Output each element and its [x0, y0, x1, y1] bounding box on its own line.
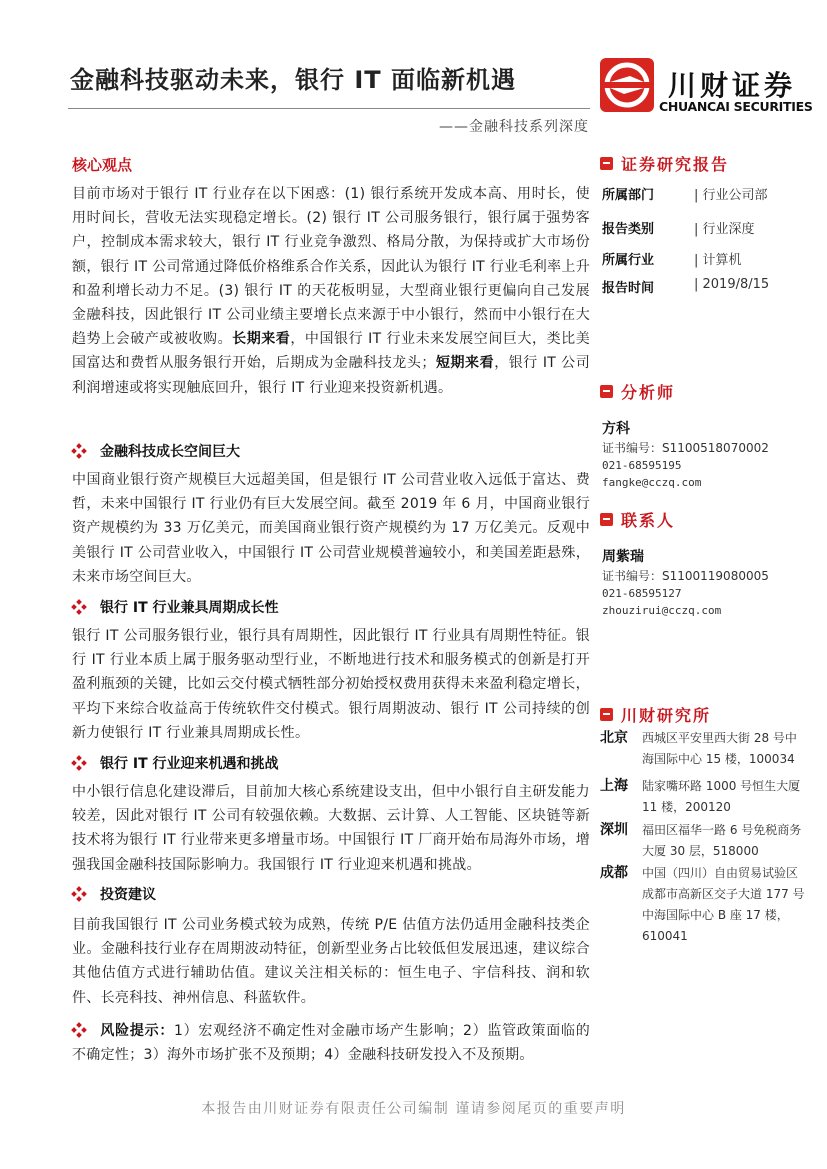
contact-name: 周紫瑞: [602, 549, 644, 565]
meta-value: | 行业公司部: [694, 184, 768, 203]
meta-row: [602, 249, 742, 268]
meta-key: 所属部门: [602, 188, 655, 203]
bold-segment: 长期来看: [232, 331, 291, 348]
institute-heading: [600, 703, 711, 726]
office-shenzhen: [600, 820, 805, 862]
section-heading-text: 投资建议: [100, 887, 156, 903]
brand-icon: [600, 385, 613, 398]
report-title: 金融科技驱动未来，银行 IT 面临新机遇: [70, 66, 517, 94]
text-segment: ，银行 IT 公司利润增速或将实现触底回升，银行 IT 行业迎来投资新机遇。: [72, 355, 591, 396]
text-segment: ，中国银行 IT 行业未来发展空间巨大，类比美国富达和费哲从服务银行开始，后期成为金融科技龙头；: [72, 331, 590, 372]
report-heading: [600, 152, 729, 175]
office-shanghai: [600, 776, 805, 818]
meta-key: 报告类别: [602, 222, 655, 237]
brand-icon: [600, 157, 613, 170]
analyst-heading-text: 分析师: [621, 383, 676, 402]
analyst-email[interactable]: fangke@cczq.com: [602, 476, 702, 489]
section-heading-text: 银行 IT 行业迎来机遇和挑战: [100, 756, 279, 772]
meta-row: [602, 218, 755, 237]
brand-icon: [600, 708, 613, 721]
office-beijing: [600, 728, 805, 770]
footer-disclaimer: 本报告由川财证券有限责任公司编制 谨请参阅尾页的重要声明: [201, 1101, 626, 1117]
meta-key: 报告时间: [602, 281, 655, 296]
diamond-bullet-icon: [72, 1023, 86, 1037]
analyst-name: 方科: [602, 421, 630, 437]
section-heading: [72, 884, 156, 904]
contact-phone: 021-68595127: [602, 587, 682, 600]
contact-heading: [600, 508, 675, 531]
contact-cert: 证书编号：S1100119080005: [602, 569, 769, 583]
diamond-bullet-icon: [72, 444, 86, 458]
contact-heading-text: 联系人: [621, 511, 676, 530]
bold-segment: 短期来看: [435, 355, 495, 372]
text-segment: 目前市场对于银行 IT 行业存在以下困惑：(1) 银行系统开发成本高、用时长，使用时间长，营收无法实现稳定增长。(2) 银行 IT 公司服务银行，银行属于强势客户，控制成本需求较大，银行 IT 行业竞争激烈、格局分散，为保持或扩大市场份额，银行 IT 公司常通过降低价格维系合作关系，因此认为银行 IT 行业毛利率上升和盈利增长动力不足。(3) 银行 IT 的天花板明显，大型商业银行更偏向自己发展金融科技，因此银行 IT 公司业绩主要增长点来源于中小银行，然而中小银行在大趋势上会破产或被收购。: [72, 186, 590, 348]
office-chengdu: [600, 863, 805, 947]
section-heading: [72, 441, 240, 461]
analyst-cert: 证书编号：S1100518070002: [602, 441, 769, 455]
core-heading: 核心观点: [72, 156, 133, 174]
section-heading: [72, 597, 279, 617]
diamond-bullet-icon: [72, 756, 86, 770]
analyst-card: [602, 418, 769, 491]
analyst-heading: [600, 380, 675, 403]
risk-paragraph: [72, 1019, 590, 1067]
office-address: 西城区平安里西大街 28 号中海国际中心 15 楼，100034: [642, 731, 797, 766]
brand-icon: [600, 513, 613, 526]
office-city: 成都: [600, 865, 628, 881]
section-heading: [72, 753, 279, 773]
office-address: 福田区福华一路 6 号免税商务大厦 30 层，518000: [642, 823, 802, 858]
company-logo-icon: [600, 58, 654, 112]
meta-row: [602, 184, 768, 203]
core-paragraph: [72, 182, 590, 400]
report-subtitle: ——金融科技系列深度: [439, 119, 589, 135]
meta-key: 所属行业: [602, 253, 655, 268]
office-city: 上海: [600, 778, 628, 794]
section-body: 中小银行信息化建设滞后，目前加大核心系统建设支出，但中小银行自主研发能力较差，因此对银行 IT 公司有较强依赖。大数据、云计算、人工智能、区块链等新技术将为银行 IT 行业带来更多增量市场。中国银行 IT 厂商开始布局海外市场，增强我国金融科技国际影响力。我国银行 IT 行业迎来机遇和挑战。: [72, 784, 590, 873]
title-divider: [68, 108, 590, 109]
contact-email[interactable]: zhouzirui@cczq.com: [602, 604, 722, 617]
meta-value: | 2019/8/15: [694, 277, 769, 296]
office-city: 深圳: [600, 822, 628, 838]
section-body: 目前我国银行 IT 公司业务模式较为成熟，传统 P/E 估值方法仍适用金融科技类企业。金融科技行业存在周期波动特征，创新型业务占比较低但发展迅速，建议综合其他估值方式进行辅助估值。建议关注相关标的：恒生电子、宇信科技、润和软件、长亮科技、神州信息、科蓝软件。: [72, 917, 590, 1006]
company-name-en: CHUANCAI SECURITIES: [659, 99, 813, 114]
section-body: 中国商业银行资产规模巨大远超美国，但是银行 IT 公司营业收入远低于富达、费哲，未来中国银行 IT 行业仍有巨大发展空间。截至 2019 年 6 月，中国商业银行资产规模约为 33 万亿美元，而美国商业银行资产规模约为 17 万亿美元。反观中美银行 IT 公司营业收入，中国银行 IT 公司营业规模普遍较小，和美国差距悬殊，未来市场空间巨大。: [72, 472, 590, 585]
meta-value: | 计算机: [694, 249, 742, 268]
report-heading-text: 证券研究报告: [621, 155, 730, 174]
section-body: 银行 IT 公司服务银行业，银行具有周期性，因此银行 IT 行业具有周期性特征。银行 IT 行业本质上属于服务驱动型行业，不断地进行技术和服务模式的创新是打开盈利瓶颈的关键，比如云交付模式牺牲部分初始授权费用获得未来盈利稳定增长，平均下来综合收益高于传统软件交付模式。银行周期波动、银行 IT 公司持续的创新力使银行 IT 行业兼具周期成长性。: [72, 628, 590, 741]
analyst-phone: 021-68595195: [602, 459, 682, 472]
office-city: 北京: [600, 730, 628, 746]
section-heading-text: 银行 IT 行业兼具周期成长性: [100, 600, 279, 616]
institute-heading-text: 川财研究所: [621, 706, 712, 725]
risk-heading: 风险提示：: [100, 1023, 175, 1039]
contact-card: [602, 546, 769, 619]
section-heading-text: 金融科技成长空间巨大: [100, 444, 240, 460]
company-name-cn: 川财证券: [668, 69, 797, 102]
meta-row: [602, 277, 769, 296]
diamond-bullet-icon: [72, 887, 86, 901]
risk-body: 1）宏观经济不确定性对金融市场产生影响；2）监管政策面临的不确定性；3）海外市场扩张不及预期；4）金融科技研发投入不及预期。: [72, 1023, 591, 1064]
meta-value: | 行业深度: [694, 218, 755, 237]
diamond-bullet-icon: [72, 600, 86, 614]
office-address: 中国（四川）自由贸易试验区成都市高新区交子大道 177 号中海国际中心 B 座 17 楼，610041: [642, 866, 805, 943]
office-address: 陆家嘴环路 1000 号恒生大厦 11 楼，200120: [642, 779, 801, 814]
